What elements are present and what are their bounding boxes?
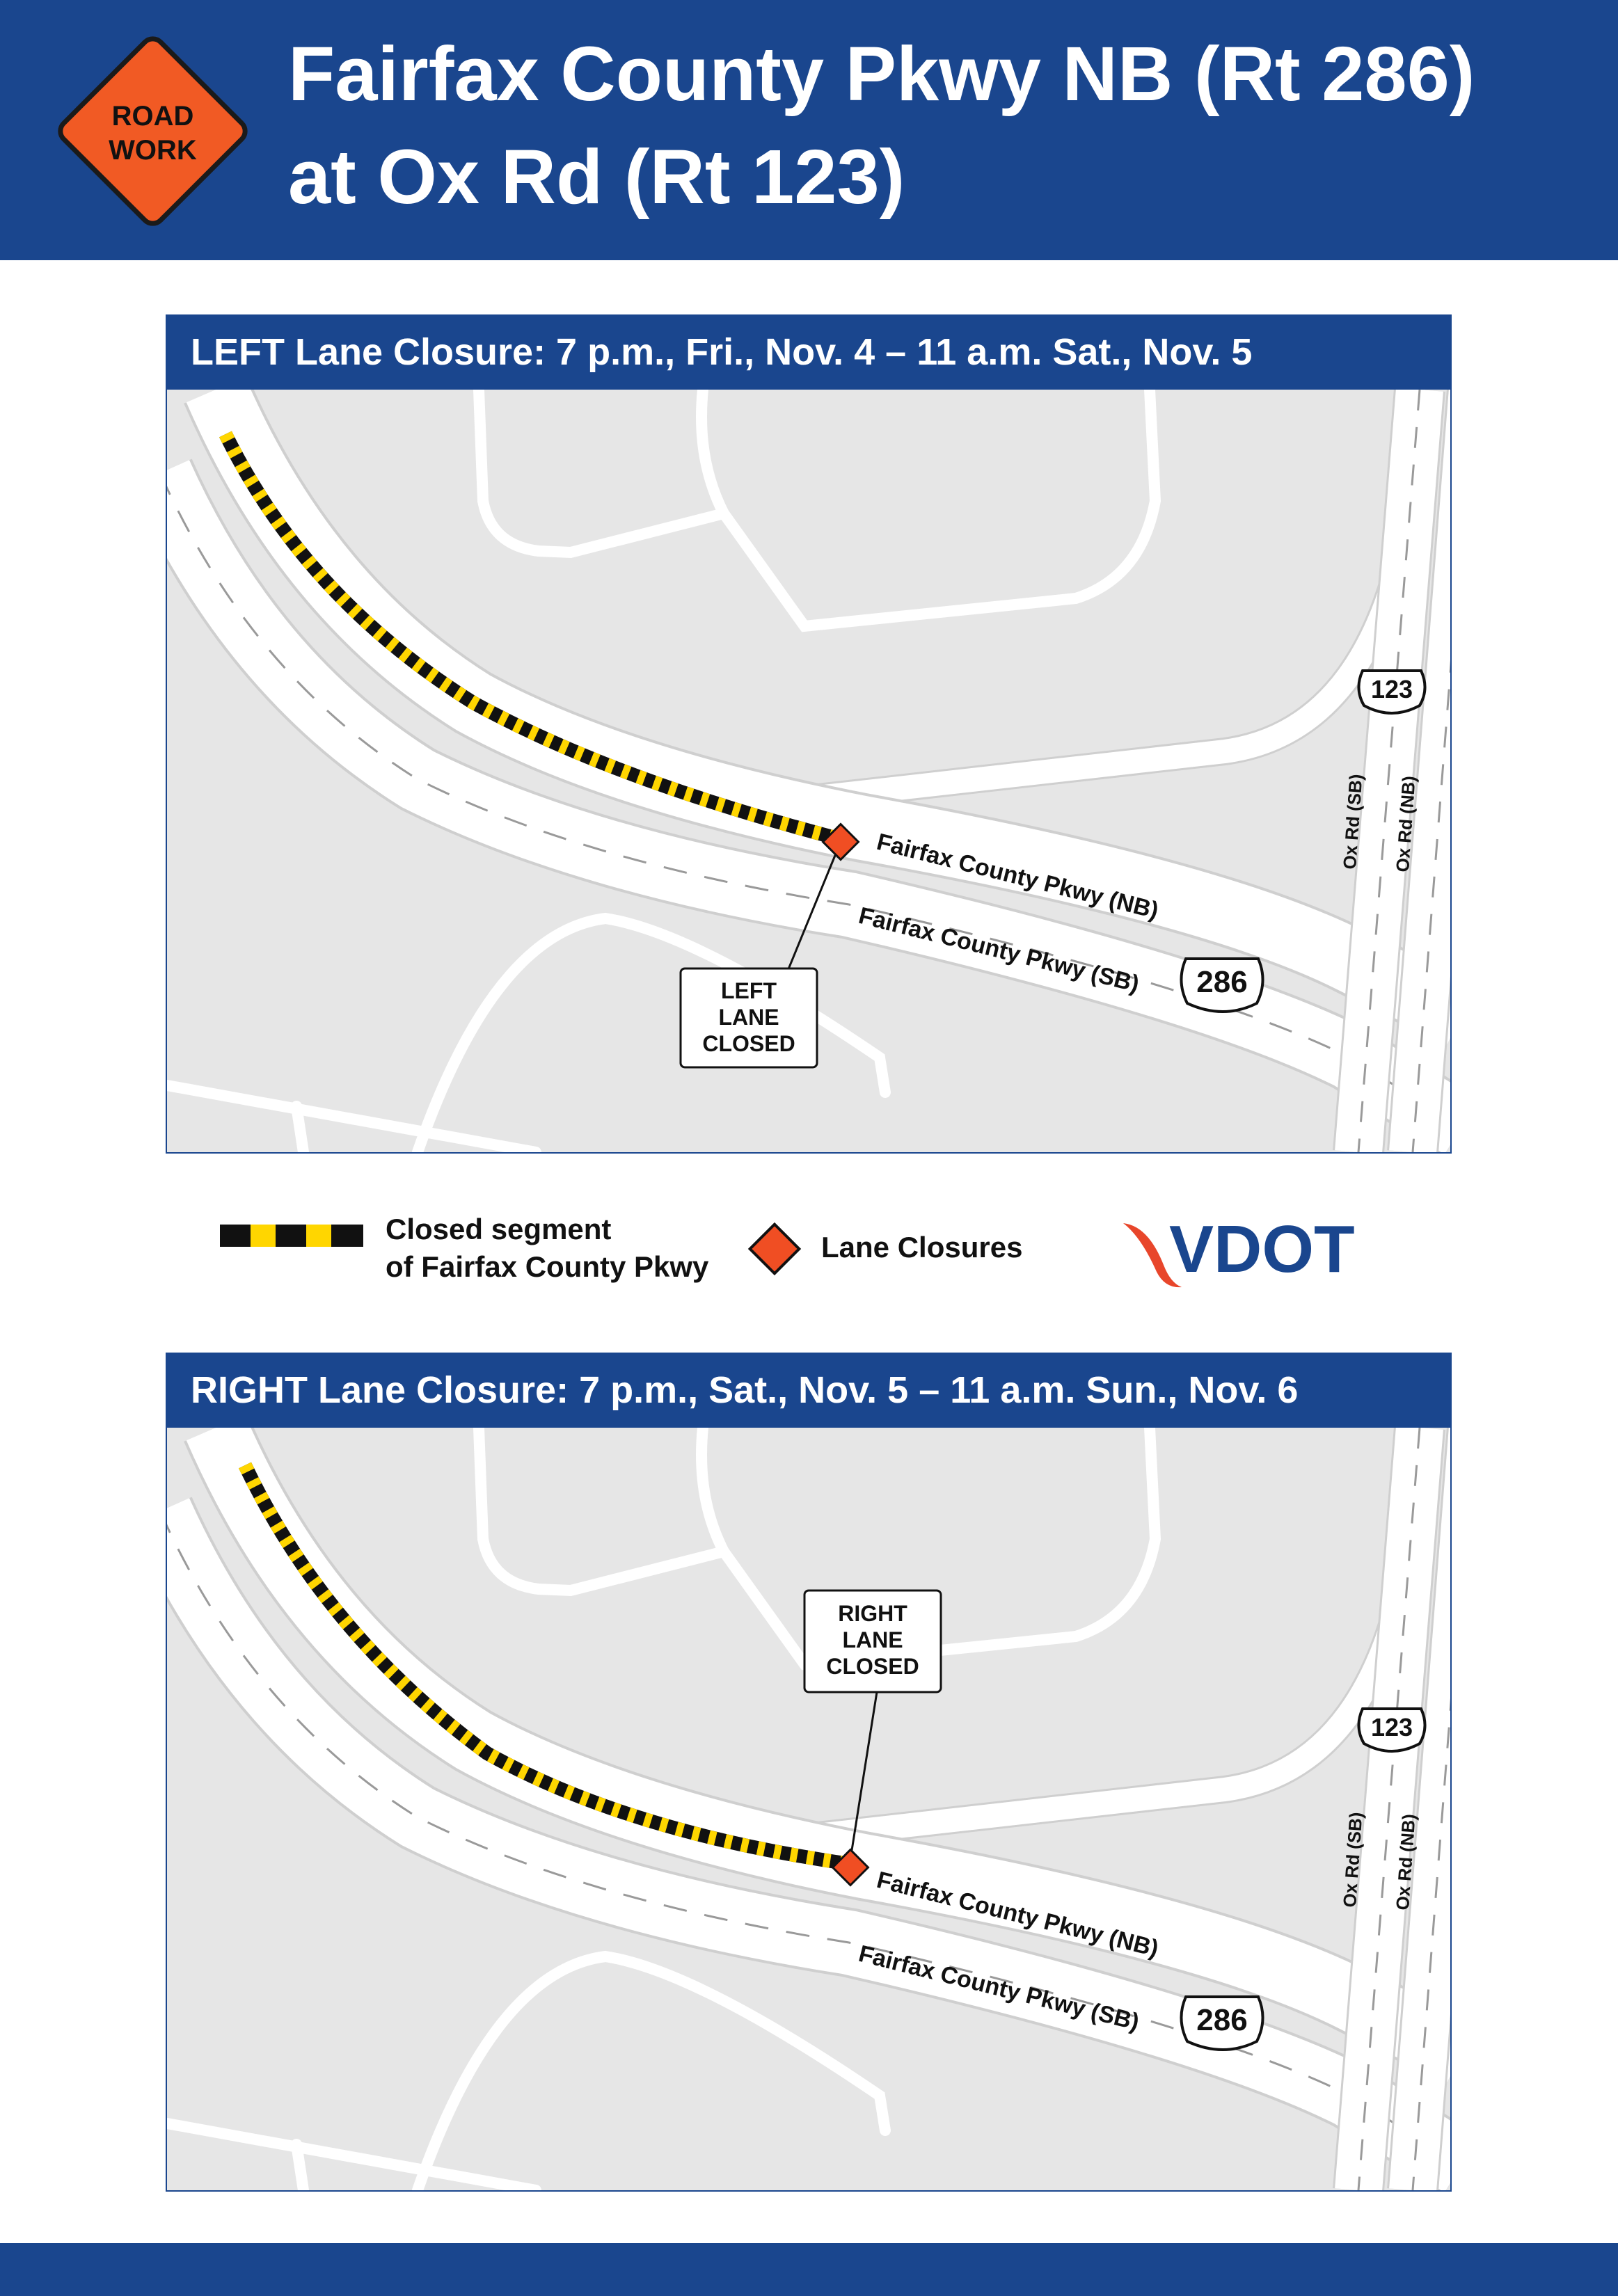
legend-lane-closure-icon: [743, 1218, 806, 1280]
panel1-heading: [166, 314, 1452, 390]
label-fcp-nb: Fairfax County Pkwy (NB): [874, 1866, 1161, 1963]
label-fcp-sb: Fairfax County Pkwy (SB): [856, 1940, 1142, 2036]
route-123-shield-icon: [1358, 671, 1425, 713]
sign-text-work: WORK: [109, 135, 197, 166]
label-ox-rd-sb: Ox Rd (SB): [1339, 773, 1367, 870]
callout-line3: CLOSED: [826, 1654, 919, 1679]
local-road-loop: [479, 390, 1155, 626]
right-lane-closed-callout: [804, 1591, 941, 1692]
panel2-map: [166, 1426, 1452, 2192]
footer-bar: [0, 2243, 1618, 2296]
label-ox-rd-nb: Ox Rd (NB): [1392, 774, 1420, 873]
local-road-south: [418, 1956, 885, 2190]
callout-line1: LEFT: [721, 978, 777, 1003]
panel2-heading: [166, 1353, 1452, 1428]
local-road-stub: [296, 2144, 303, 2190]
page-title-line2: at Ox Rd (Rt 123): [288, 134, 905, 220]
legend-closed-segment-icon: [220, 1225, 363, 1247]
panel1-map-svg: [167, 390, 1450, 1152]
label-fcp-nb: Fairfax County Pkwy (NB): [874, 828, 1161, 925]
local-road-southwest: [167, 1085, 536, 1152]
panel1-heading-strong: LEFT: [191, 331, 285, 373]
panel2-heading-rest: Lane Closure: 7 p.m., Sat., Nov. 5 – 11 a.m. Sun., Nov. 6: [308, 1369, 1299, 1411]
callout-line3: CLOSED: [702, 1031, 795, 1056]
label-ox-rd-nb: Ox Rd (NB): [1392, 1812, 1420, 1911]
label-ox-rd-sb: Ox Rd (SB): [1339, 1811, 1367, 1908]
legend-lane-closures: Lane Closures: [821, 1231, 1023, 1263]
callout-line2: LANE: [718, 1005, 779, 1030]
svg-text:123: 123: [1370, 675, 1413, 703]
label-fcp-sb: Fairfax County Pkwy (SB): [856, 902, 1142, 998]
road-work-sign-icon: [54, 33, 251, 230]
svg-text:286: 286: [1196, 2003, 1248, 2037]
svg-text:VDOT: VDOT: [1169, 1216, 1355, 1286]
panel2-heading-strong: RIGHT: [191, 1369, 308, 1411]
panel1-heading-rest: Lane Closure: 7 p.m., Fri., Nov. 4 – 11 a.m. Sat., Nov. 5: [284, 331, 1253, 373]
panel2-map-svg: [167, 1428, 1450, 2190]
header-banner: [0, 0, 1618, 260]
local-road-stub: [296, 1106, 303, 1152]
legend-closed-segment-line1: Closed segment: [386, 1213, 612, 1245]
vdot-logo: [1120, 1216, 1385, 1293]
callout-line2: LANE: [842, 1627, 903, 1652]
page-title-line1: Fairfax County Pkwy NB (Rt 286): [288, 31, 1475, 117]
panel1-map: [166, 388, 1452, 1154]
local-road-spur: [701, 1428, 724, 1552]
svg-text:123: 123: [1370, 1713, 1413, 1741]
route-123-shield-icon: [1358, 1709, 1425, 1751]
route-286-shield-icon: [1181, 1997, 1262, 2050]
sign-text-road: ROAD: [111, 101, 194, 131]
left-lane-closed-callout: [681, 968, 817, 1067]
local-road-southwest: [167, 2123, 536, 2190]
legend-closed-segment-line2: of Fairfax County Pkwy: [386, 1250, 709, 1283]
route-286-shield-icon: [1181, 959, 1262, 1012]
callout-line1: RIGHT: [838, 1601, 907, 1626]
svg-text:286: 286: [1196, 965, 1248, 999]
local-road-spur: [701, 390, 724, 513]
